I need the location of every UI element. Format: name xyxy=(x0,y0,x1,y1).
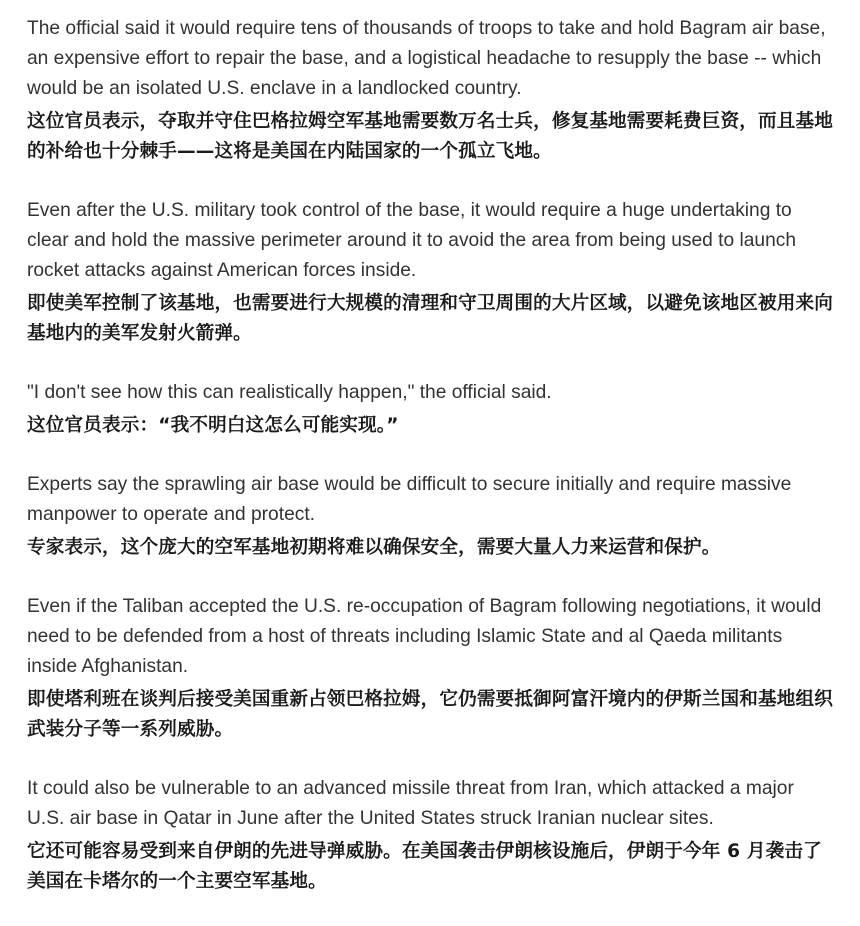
english-paragraph: Even after the U.S. military took control of the base, it would require a huge undertaking to clear and hold the massive perimeter around it to avoid the area from being used to launch rocket attacks against American forces inside. xyxy=(27,200,797,281)
bilingual-article xyxy=(27,14,835,926)
chinese-translation: 专家表示，这个庞大的空军基地初期将难以确保安全，需要大量人力来运营和保护。 xyxy=(27,537,721,558)
paragraph-block-2 xyxy=(27,196,835,349)
english-paragraph: Even if the Taliban accepted the U.S. re-occupation of Bagram following negotiations, it would need to be defended from a host of threats including Islamic State and al Qaeda militants inside Afghanistan. xyxy=(27,596,822,677)
english-paragraph: Experts say the sprawling air base would be difficult to secure initially and require massive manpower to operate and protect. xyxy=(27,474,792,525)
chinese-translation: 即使塔利班在谈判后接受美国重新占领巴格拉姆，它仍需要抵御阿富汗境内的伊斯兰国和基地组织武装分子等一系列威胁。 xyxy=(27,689,833,740)
paragraph-block-5 xyxy=(27,592,835,745)
english-paragraph: "I don't see how this can realistically happen," the official said. xyxy=(27,382,552,403)
english-paragraph: The official said it would require tens of thousands of troops to take and hold Bagram air base, an expensive effort to repair the base, and a logistical headache to resupply the base -- which would be an isolated U.S. enclave in a landlocked country. xyxy=(27,18,826,99)
paragraph-block-1 xyxy=(27,14,835,167)
chinese-translation: 即使美军控制了该基地，也需要进行大规模的清理和守卫周围的大片区域，以避免该地区被用来向基地内的美军发射火箭弹。 xyxy=(27,293,833,344)
english-paragraph: It could also be vulnerable to an advanced missile threat from Iran, which attacked a major U.S. air base in Qatar in June after the United States struck Iranian nuclear sites. xyxy=(27,778,794,829)
paragraph-block-6 xyxy=(27,774,835,897)
paragraph-block-4 xyxy=(27,470,835,563)
paragraph-block-3 xyxy=(27,378,835,441)
chinese-translation: 这位官员表示：“我不明白这怎么可能实现。” xyxy=(27,415,399,436)
chinese-translation: 它还可能容易受到来自伊朗的先进导弹威胁。在美国袭击伊朗核设施后，伊朗于今年 6 月袭击了美国在卡塔尔的一个主要空军基地。 xyxy=(27,841,822,892)
chinese-translation: 这位官员表示，夺取并守住巴格拉姆空军基地需要数万名士兵，修复基地需要耗费巨资，而且基地的补给也十分棘手——这将是美国在内陆国家的一个孤立飞地。 xyxy=(27,111,833,162)
